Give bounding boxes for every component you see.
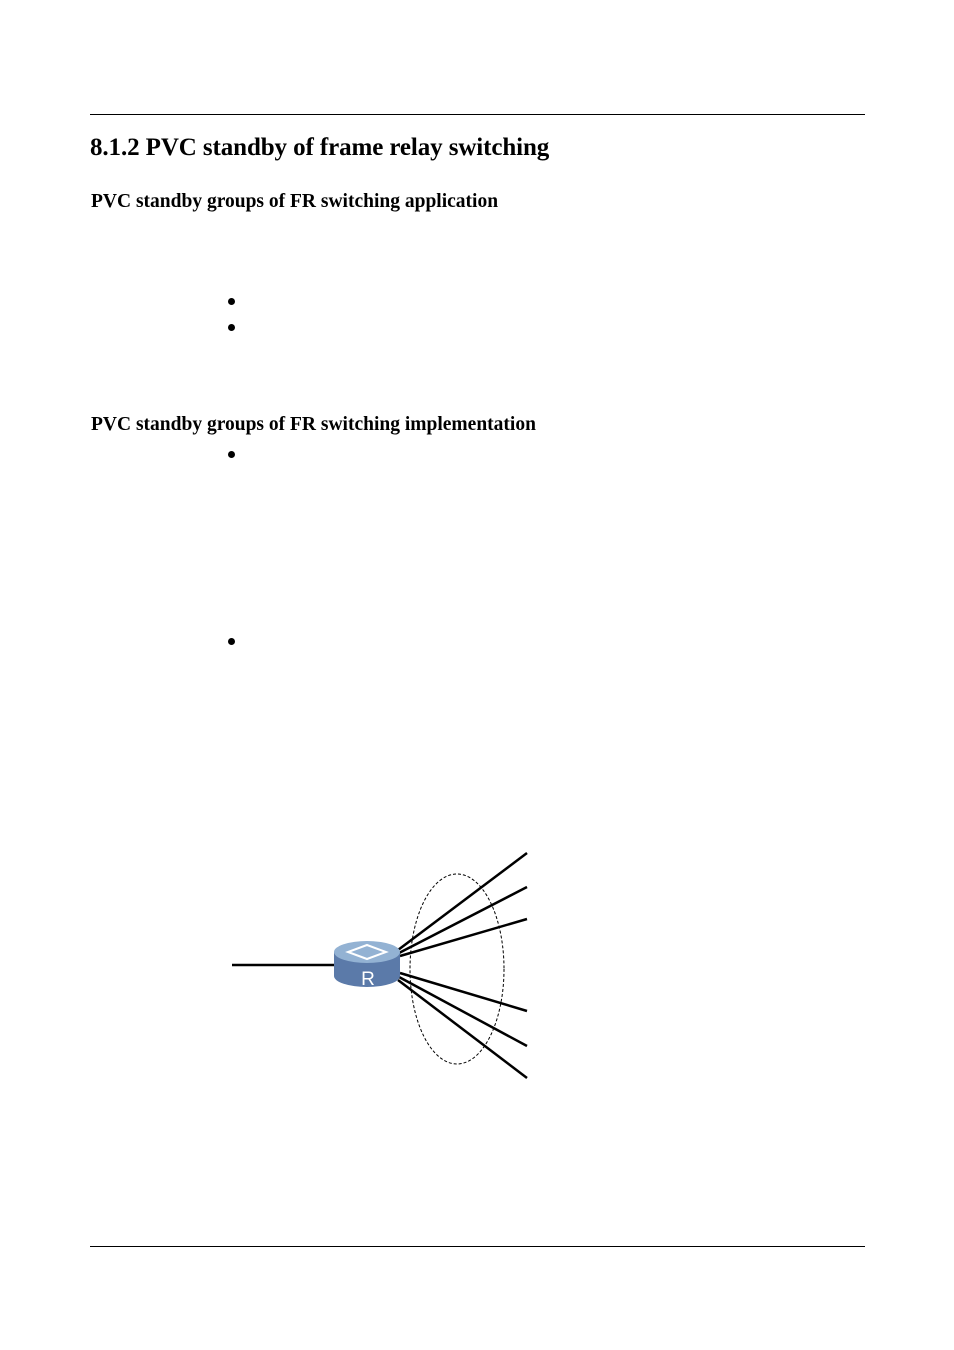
router-label: R (361, 969, 375, 990)
pvc-link (400, 919, 527, 956)
subsection-heading-application: PVC standby groups of FR switching application (91, 191, 499, 212)
pvc-link (398, 853, 527, 950)
router-icon (334, 941, 400, 990)
pvc-link (398, 980, 527, 1078)
standby-group-ellipse (410, 874, 504, 1064)
footer-rule (90, 1246, 865, 1247)
pvc-link (399, 977, 527, 1046)
pvc-link (400, 973, 527, 1011)
subsection-heading-implementation: PVC standby groups of FR switching implementation (91, 414, 536, 435)
pvc-link (399, 887, 527, 953)
section-heading: 8.1.2 PVC standby of frame relay switching (90, 134, 550, 161)
